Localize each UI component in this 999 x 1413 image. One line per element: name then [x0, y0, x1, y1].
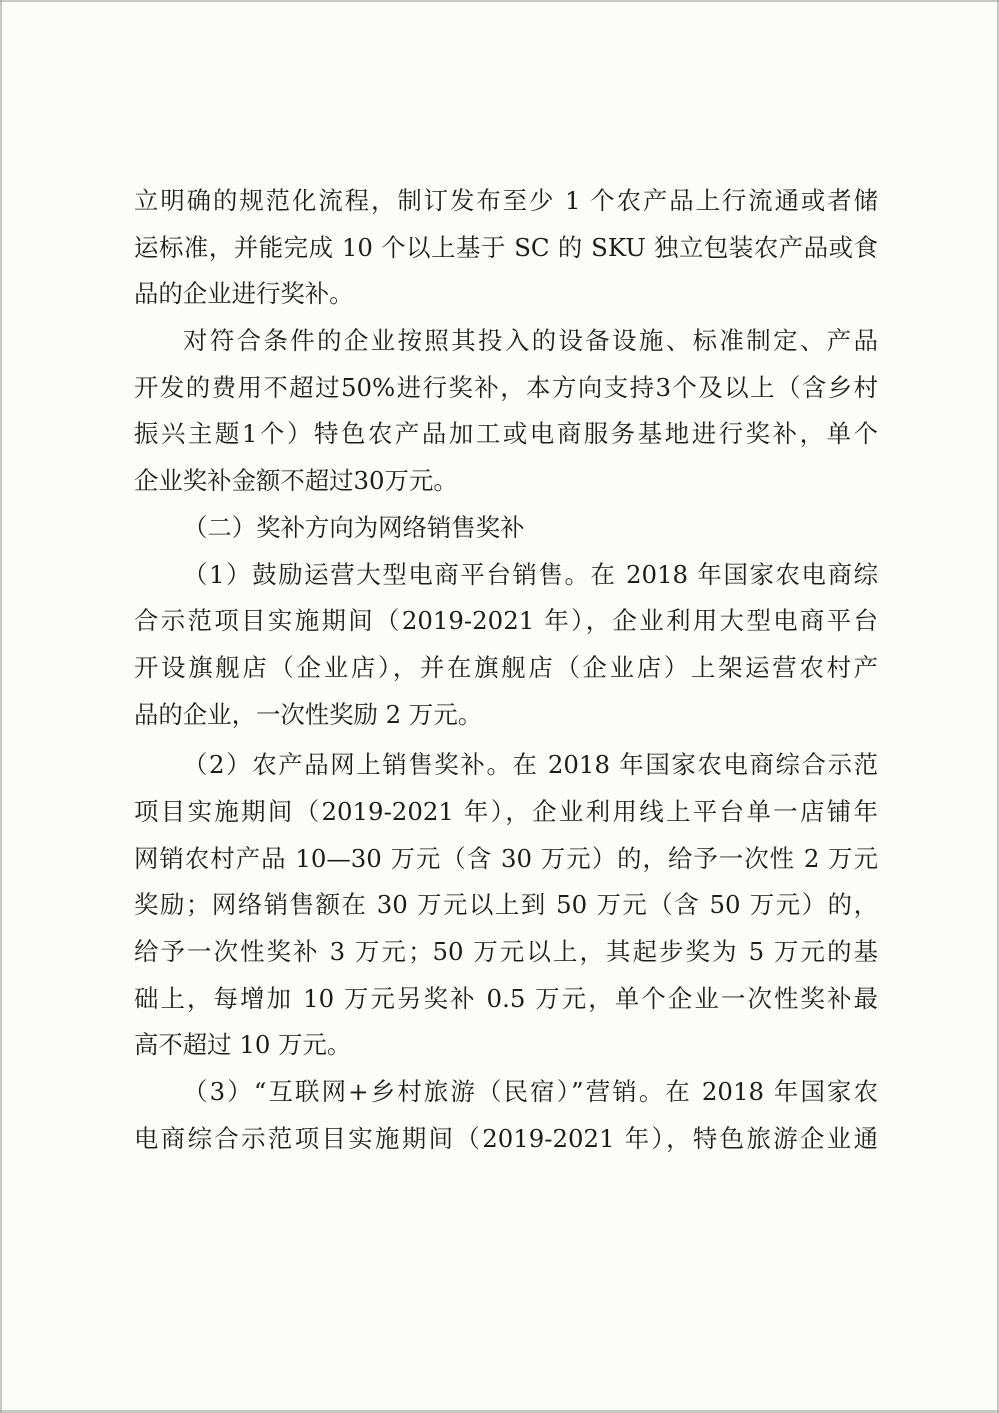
document-body [134, 178, 878, 1162]
scan-edge-left [0, 0, 2, 1413]
text-line: 运标准，并能完成 10 个以上基于 SC 的 SKU 独立包装农产品或食 [134, 232, 878, 262]
text-line: 振兴主题1个）特色农产品加工或电商服务基地进行奖补，单个 [134, 419, 878, 449]
text-line: 立明确的规范化流程，制订发布至少 1 个农产品上行流通或者储 [134, 186, 878, 215]
text-line: 高不超过 10 万元。 [134, 1030, 352, 1060]
text-line: 企业奖补金额不超过30万元。 [134, 466, 458, 496]
text-line: 开发的费用不超过50%进行奖补，本方向支持3个及以上（含乡村 [134, 372, 878, 402]
text-line: 品的企业进行奖补。 [134, 279, 354, 309]
text-line: 开设旗舰店（企业店），并在旗舰店（企业店）上架运营农村产 [134, 652, 878, 682]
text-line: （二）奖补方向为网络销售奖补 [183, 512, 525, 542]
text-line: 品的企业，一次性奖励 2 万元。 [134, 699, 483, 729]
text-line: （3）“互联网+乡村旅游（民宿）”营销。在 2018 年国家农 [183, 1077, 878, 1107]
text-line: 础上，每增加 10 万元另奖补 0.5 万元，单个企业一次性奖补最 [134, 983, 878, 1013]
text-line: 给予一次性奖补 3 万元；50 万元以上，其起步奖为 5 万元的基 [134, 937, 878, 966]
scan-edge-top [0, 0, 999, 2]
text-line: 奖励；网络销售额在 30 万元以上到 50 万元（含 50 万元）的， [134, 890, 878, 920]
text-line: 合示范项目实施期间（2019-2021 年），企业利用大型电商平台 [134, 606, 878, 636]
text-line: 项目实施期间（2019-2021 年），企业利用线上平台单一店铺年 [134, 796, 878, 826]
text-line: 电商综合示范项目实施期间（2019-2021 年），特色旅游企业通 [134, 1123, 878, 1153]
text-line: （1）鼓励运营大型电商平台销售。在 2018 年国家农电商综 [183, 559, 878, 589]
text-line: （2）农产品网上销售奖补。在 2018 年国家农电商综合示范 [183, 750, 878, 780]
text-line: 对符合条件的企业按照其投入的设备设施、标准制定、产品 [183, 326, 878, 356]
text-line: 网销农村产品 10—30 万元（含 30 万元）的，给予一次性 2 万元 [134, 843, 878, 873]
